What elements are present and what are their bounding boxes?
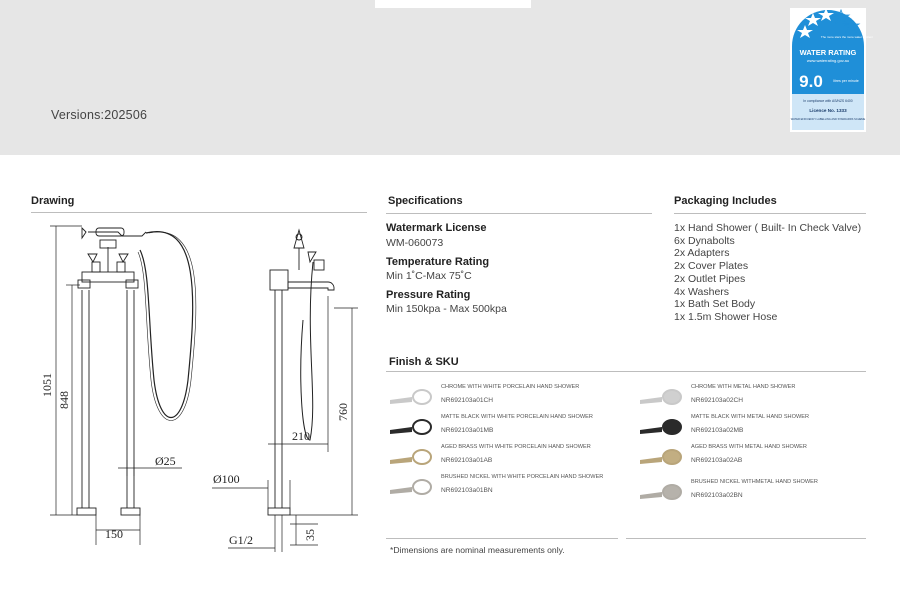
version-label: Versions:202506 — [51, 108, 148, 122]
technical-drawing — [0, 0, 380, 589]
temperature-rating-value: Min 1˚C-Max 75˚C — [386, 270, 472, 282]
hand-shower-thumbnail — [386, 416, 432, 440]
packaging-list — [674, 222, 894, 324]
finish-rule — [386, 371, 866, 372]
packaging-item: 2x Adapters — [674, 247, 730, 260]
badge-licence: Licence No. 1333 — [809, 108, 847, 113]
front-view — [77, 228, 196, 515]
finish-sku: NR692103a01CH — [441, 397, 494, 404]
badge-compliance: In compliance with AS/NZS 6400 — [803, 99, 853, 103]
finish-sku: NR692103a02CH — [691, 397, 744, 404]
dimension-210: 210 — [292, 429, 310, 443]
finish-name: MATTE BLACK WITH WHITE PORCELAIN HAND SHOWER — [441, 414, 593, 420]
drawing-title: Drawing — [31, 195, 75, 207]
temperature-rating-label: Temperature Rating — [386, 256, 490, 268]
finish-name: CHROME WITH WHITE PORCELAIN HAND SHOWER — [441, 384, 580, 390]
shower-head — [413, 480, 431, 494]
hand-shower-thumbnail — [636, 446, 682, 470]
shower-head — [663, 390, 681, 404]
shower-head — [663, 420, 681, 434]
badge-url: www.waterrating.gov.au — [806, 58, 850, 63]
note-rule-right — [626, 538, 866, 539]
watermark-license-value: WM-060073 — [386, 237, 444, 249]
shower-handle — [640, 427, 662, 434]
shower-handle — [640, 492, 662, 499]
finish-name: AGED BRASS WITH WHITE PORCELAIN HAND SHOWER — [441, 444, 591, 450]
watermark-license-label: Watermark License — [386, 222, 487, 234]
finish-item — [386, 414, 626, 442]
packaging-title: Packaging Includes — [674, 195, 777, 207]
specifications-rule — [386, 213, 652, 214]
finish-item — [636, 414, 876, 442]
finish-item — [386, 384, 626, 412]
shower-head — [413, 390, 431, 404]
shower-handle — [640, 457, 662, 464]
specifications-title: Specifications — [388, 195, 463, 207]
packaging-item: 2x Cover Plates — [674, 260, 749, 273]
packaging-item: 6x Dynabolts — [674, 234, 735, 247]
pressure-rating-label: Pressure Rating — [386, 289, 471, 301]
hand-shower-thumbnail — [636, 416, 682, 440]
shower-head — [663, 485, 681, 499]
dimension-150: 150 — [105, 527, 123, 541]
finish-title: Finish & SKU — [389, 356, 459, 368]
finish-item — [386, 474, 626, 502]
packaging-item: 2x Outlet Pipes — [674, 272, 746, 285]
finish-name: BRUSHED NICKEL WITH WHITE PORCELAIN HAND SHOWER — [441, 474, 604, 480]
packaging-item: 4x Washers — [674, 285, 730, 298]
hand-shower-thumbnail — [636, 481, 682, 505]
finish-name: CHROME WITH METAL HAND SHOWER — [691, 384, 796, 390]
packaging-item: 1x 1.5m Shower Hose — [674, 310, 778, 323]
dimension-848: 848 — [57, 391, 71, 409]
finish-sku: NR692103a01AB — [441, 457, 493, 464]
dimensions-note: *Dimensions are nominal measurements only. — [390, 545, 565, 555]
finish-item — [636, 479, 876, 507]
finish-sku: NR692103a02MB — [691, 427, 744, 434]
pressure-rating-value: Min 150kpa - Max 500kpa — [386, 303, 507, 315]
finish-sku: NR692103a02AB — [691, 457, 743, 464]
dimension-100: Ø100 — [213, 472, 240, 486]
finish-item — [386, 444, 626, 472]
shower-head — [413, 450, 431, 464]
finish-name: AGED BRASS WITH METAL HAND SHOWER — [691, 444, 807, 450]
badge-footer: WATER EFFICIENCY LABELLING AND STANDARDS SCHEME — [790, 118, 866, 121]
water-rating-badge — [790, 8, 874, 132]
badge-unit: litres per minute — [833, 79, 859, 83]
dimension-1051: 1051 — [40, 373, 54, 397]
packaging-rule — [674, 213, 866, 214]
finish-sku: NR692103a02BN — [691, 492, 743, 499]
shower-handle — [640, 397, 662, 404]
hand-shower-thumbnail — [386, 386, 432, 410]
shower-handle — [390, 457, 412, 464]
dimension-25: Ø25 — [155, 454, 176, 468]
shower-handle — [390, 487, 412, 494]
finish-name: BRUSHED NICKEL WITHMETAL HAND SHOWER — [691, 479, 818, 485]
header-tab — [375, 0, 531, 8]
hand-shower-thumbnail — [386, 446, 432, 470]
shower-head — [413, 420, 431, 434]
finish-name: MATTE BLACK WITH METAL HAND SHOWER — [691, 414, 809, 420]
finish-sku: NR692103a01MB — [441, 427, 494, 434]
dimension-35: 35 — [303, 529, 317, 541]
packaging-item: 1x Hand Shower ( Built- In Check Valve) — [674, 222, 862, 234]
shower-head — [663, 450, 681, 464]
note-rule-left — [386, 538, 618, 539]
dimension-g12: G1/2 — [229, 533, 253, 547]
hand-shower-thumbnail — [386, 476, 432, 500]
finish-sku: NR692103a01BN — [441, 487, 493, 494]
dimension-760: 760 — [336, 403, 350, 421]
shower-handle — [390, 397, 412, 404]
badge-top-text: The more stars the more water efficient — [820, 35, 874, 39]
shower-handle — [390, 427, 412, 434]
side-view — [268, 230, 334, 515]
badge-value: 9.0 — [799, 72, 823, 91]
badge-title: WATER RATING — [799, 48, 857, 57]
packaging-item: 1x Bath Set Body — [674, 298, 756, 311]
finish-item — [636, 444, 876, 472]
finish-item — [636, 384, 876, 412]
hand-shower-thumbnail — [636, 386, 682, 410]
